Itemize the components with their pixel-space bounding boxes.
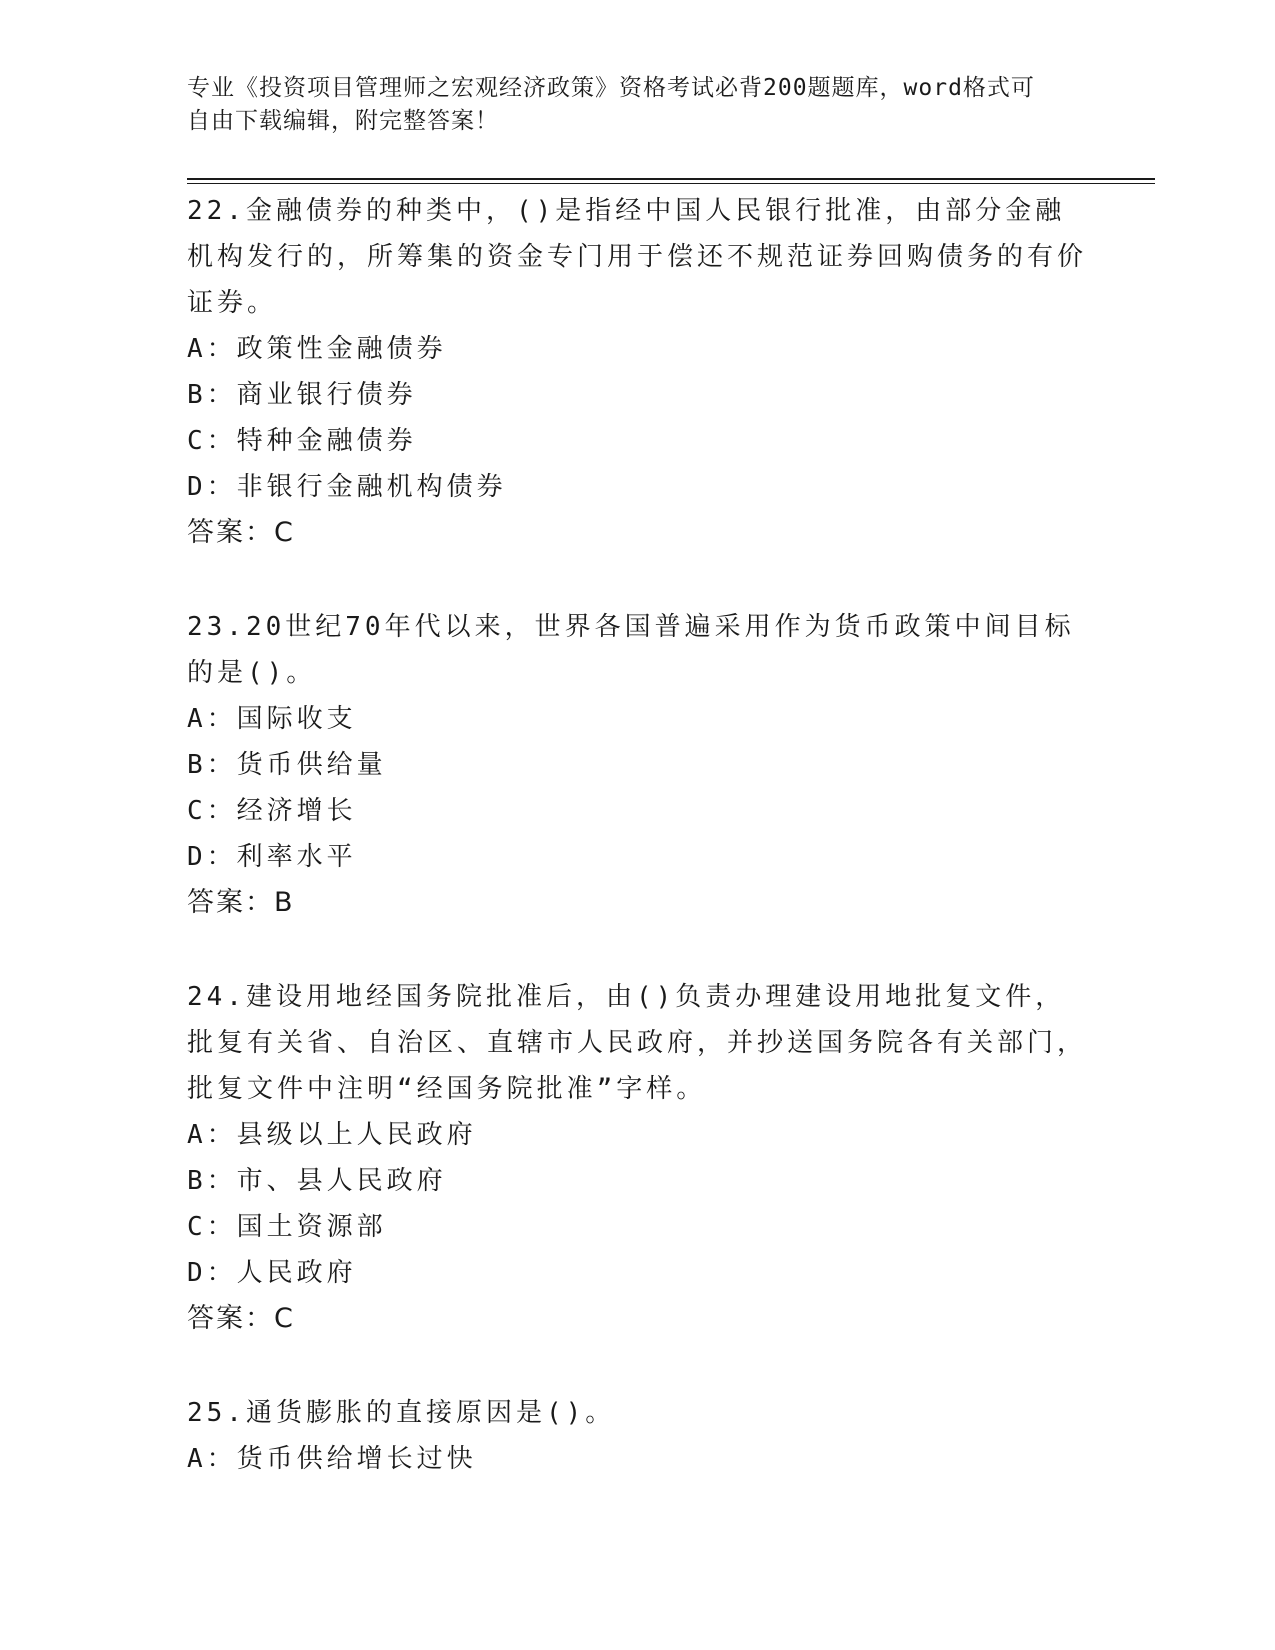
document-header — [187, 72, 1087, 138]
header-title-line2: 自由下载编辑，附完整答案！ — [187, 108, 499, 134]
option-d: D：人民政府 — [187, 1258, 357, 1288]
option-a: A：国际收支 — [187, 704, 357, 734]
option-b: B：商业银行债券 — [187, 380, 417, 410]
question-text: 24.建设用地经国务院批准后，由()负责办理建设用地批复文件，批复有关省、自治区、直辖市人民政府，并抄送国务院各有关部门，批复文件中注明“经国务院批准”字样。 — [187, 982, 1088, 1104]
question-text: 25.通货膨胀的直接原因是()。 — [187, 1398, 616, 1428]
question-25 — [187, 1390, 1087, 1482]
option-c: C：国土资源部 — [187, 1212, 387, 1242]
option-d: D：非银行金融机构债券 — [187, 472, 507, 502]
option-c: C：特种金融债券 — [187, 426, 417, 456]
question-23 — [187, 604, 1087, 926]
answer: 答案：C — [187, 517, 295, 548]
header-divider-thin — [187, 183, 1155, 184]
answer: 答案：C — [187, 1303, 295, 1334]
option-a: A：县级以上人民政府 — [187, 1120, 477, 1150]
question-list — [187, 188, 1087, 1482]
option-a: A：政策性金融债券 — [187, 334, 447, 364]
answer: 答案：B — [187, 887, 295, 918]
option-a: A：货币供给增长过快 — [187, 1444, 477, 1474]
question-22 — [187, 188, 1087, 556]
question-24 — [187, 974, 1087, 1342]
header-divider-thick — [187, 178, 1155, 180]
question-text: 23.20世纪70年代以来，世界各国普遍采用作为货币政策中间目标的是()。 — [187, 612, 1075, 688]
option-b: B：市、县人民政府 — [187, 1166, 447, 1196]
header-title-line1: 专业《投资项目管理师之宏观经济政策》资格考试必背200题题库，word格式可 — [187, 75, 1035, 101]
option-c: C：经济增长 — [187, 796, 357, 826]
option-b: B：货币供给量 — [187, 750, 387, 780]
option-d: D：利率水平 — [187, 842, 357, 872]
question-text: 22.金融债券的种类中，()是指经中国人民银行批准，由部分金融机构发行的，所筹集的资金专门用于偿还不规范证券回购债务的有价证券。 — [187, 196, 1088, 318]
